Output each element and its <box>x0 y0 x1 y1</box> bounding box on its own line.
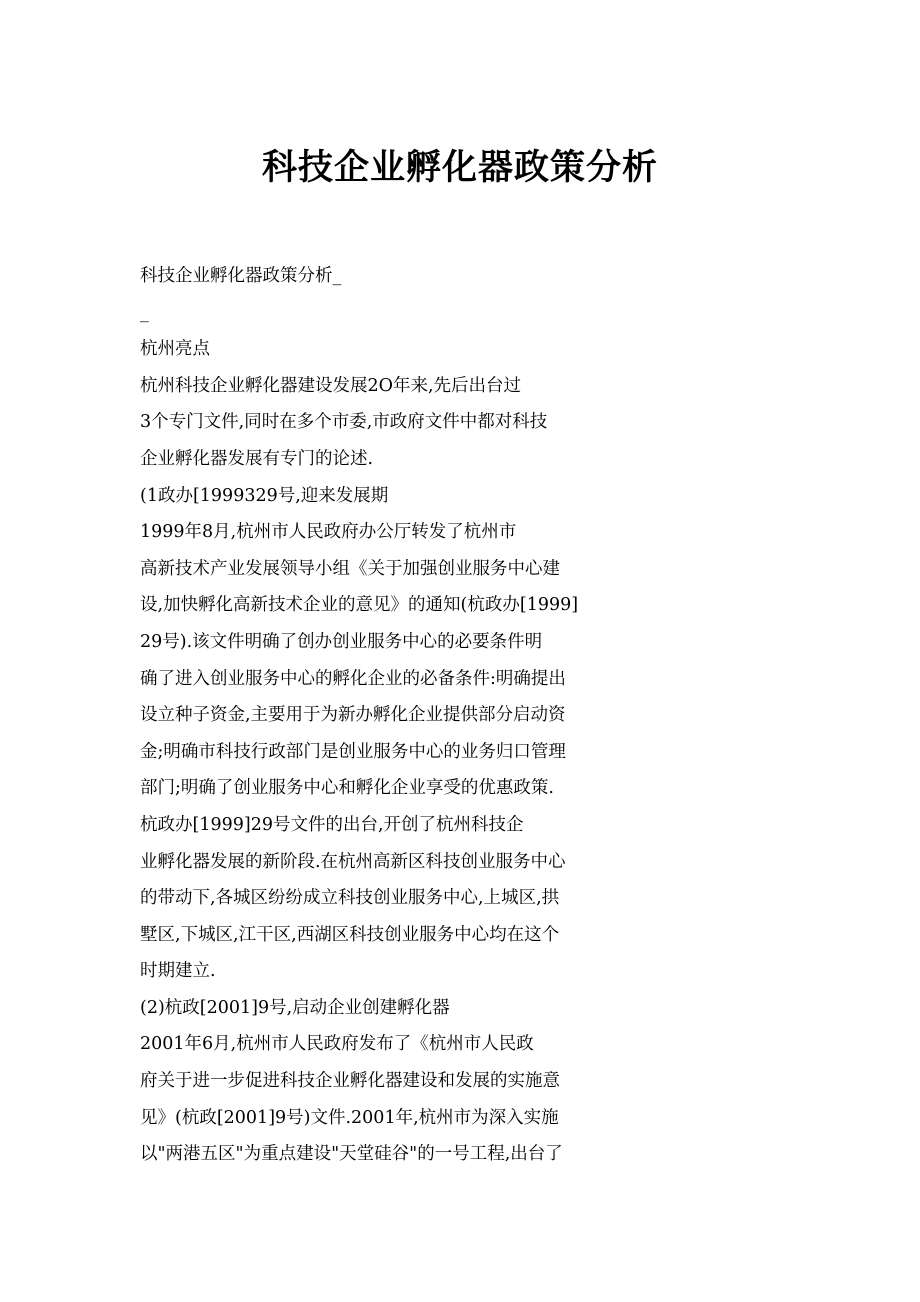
text-line: 1999年8月,杭州市人民政府办公厅转发了杭州市 <box>140 522 517 543</box>
text-line: 29号).该文件明确了创办创业服务中心的必要条件明 <box>140 631 543 652</box>
text-line: (2)杭政[2001]9号,启动企业创建孵化器 <box>140 997 450 1018</box>
text-line: 见》(杭政[2001]9号)文件.2001年,杭州市为深入实施 <box>140 1107 559 1128</box>
text-line: 时期建立. <box>140 961 216 982</box>
text-line: _ <box>140 302 149 323</box>
text-line: 金;明确市科技行政部门是创业服务中心的业务归口管理 <box>140 741 566 762</box>
text-line: 3个专门文件,同时在多个市委,市政府文件中都对科技 <box>140 412 548 433</box>
text-line: (1政办[1999329号,迎来发展期 <box>140 485 389 506</box>
text-line: 部门;明确了创业服务中心和孵化企业享受的优惠政策. <box>140 778 554 799</box>
text-line: 高新技术产业发展领导小组《关于加强创业服务中心建 <box>140 558 560 579</box>
text-line: 以"两港五区"为重点建设"天堂硅谷"的一号工程,出台了 <box>140 1144 563 1165</box>
text-line: 2001年6月,杭州市人民政府发布了《杭州市人民政 <box>140 1034 534 1055</box>
text-line: 业孵化器发展的新阶段.在杭州高新区科技创业服务中心 <box>140 851 566 872</box>
text-line: 科技企业孵化器政策分析_ <box>140 266 342 286</box>
text-line: 杭州科技企业孵化器建设发展2O年来,先后出台过 <box>140 375 522 396</box>
text-line: 设立种子资金,主要用于为新办孵化企业提供部分启动资 <box>140 705 566 726</box>
text-line: 设,加快孵化高新技术企业的意见》的通知(杭政办[1999] <box>140 595 579 616</box>
text-line: 杭政办[1999]29号文件的出台,开创了杭州科技企 <box>140 814 524 835</box>
text-line: 确了进入创业服务中心的孵化企业的必备条件:明确提出 <box>140 668 566 689</box>
page-title: 科技企业孵化器政策分析 <box>261 147 658 188</box>
text-line: 杭州亮点 <box>140 339 210 360</box>
text-line: 府关于进一步促进科技企业孵化器建设和发展的实施意 <box>140 1071 560 1092</box>
document-body <box>140 258 610 1173</box>
text-line: 的带动下,各城区纷纷成立科技创业服务中心,上城区,拱 <box>140 888 560 909</box>
text-line: 企业孵化器发展有专门的论述. <box>140 448 374 469</box>
text-line: 墅区,下城区,江干区,西湖区科技创业服务中心均在这个 <box>140 924 560 945</box>
